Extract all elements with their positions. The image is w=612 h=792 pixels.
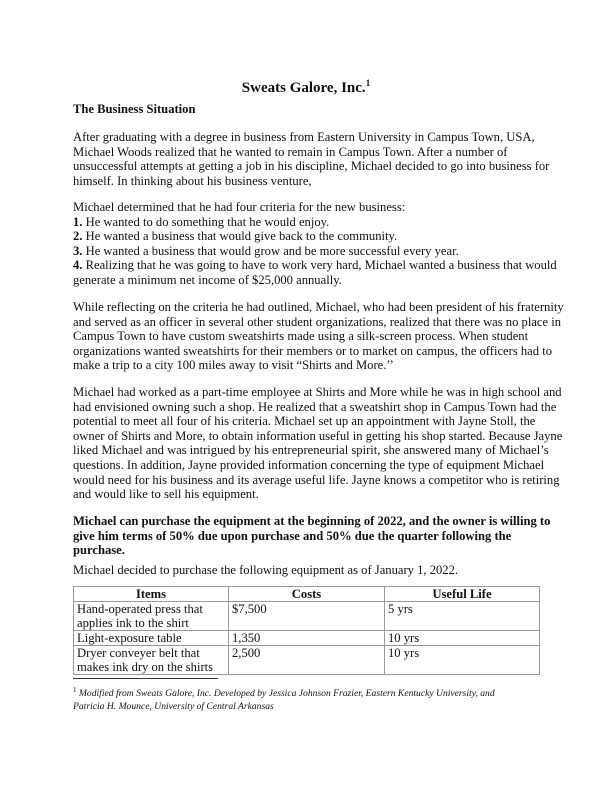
text: He wanted a business that would grow and be more successful every year. <box>82 243 459 258</box>
title-text: Sweats Galore, Inc. <box>241 80 366 96</box>
cell: 5 yrs <box>385 602 540 631</box>
paragraph-3 <box>73 300 564 373</box>
line: liked Michael and was intrigued by his entrepreneurial spirit, she answered many of Michael’s <box>73 443 549 458</box>
line: himself. In thinking about his business venture, <box>73 173 312 188</box>
criterion <box>73 258 557 273</box>
footnote <box>73 684 495 713</box>
table-header <box>74 587 540 602</box>
footnote-divider <box>73 678 218 679</box>
line: Michael determined that he had four criteria for the new business: <box>73 200 406 214</box>
cell: $7,500 <box>229 602 385 631</box>
table-row <box>74 631 540 646</box>
line: organizations wanted sweatshirts for their members or to market on campus, the officers had to <box>73 343 553 358</box>
line: make a trip to a city 100 miles away to visit “Shirts and More.’’ <box>73 358 394 373</box>
paragraph-5 <box>73 514 553 558</box>
text: He wanted a business that would give back to the community. <box>82 229 398 244</box>
line: questions. In addition, Jayne provided information concerning the type of equipment Michael <box>73 457 545 472</box>
paragraph-1 <box>73 130 553 188</box>
line: give him terms of 50% due upon purchase and 50% due the quarter following the <box>73 528 512 543</box>
footnote-line: Patricia H. Mounce, University of Central Arkansas <box>73 701 274 713</box>
line: and served as an officer in several other student organizations, realized that there was no place in <box>73 314 562 329</box>
line: owner of Shirts and More, to obtain information useful in getting his shop started. Because Jayne <box>73 428 563 443</box>
line: Michael had worked as a part-time employee at Shirts and More while he was in high school and <box>73 385 562 399</box>
section-heading: The Business Situation <box>73 102 196 116</box>
num: 4. <box>73 258 83 273</box>
num: 2. <box>73 229 83 244</box>
cell: 2,500 <box>229 646 385 675</box>
line: unsuccessful attempts at getting a job in his discipline, Michael decided to go into business for <box>73 159 550 174</box>
criterion <box>73 215 553 230</box>
table-row <box>74 646 540 675</box>
footnote-line <box>73 684 495 700</box>
header-cell: Useful Life <box>385 587 540 602</box>
header-cell: Items <box>74 587 229 602</box>
cell: Light-exposure table <box>74 631 229 646</box>
line: While reflecting on the criteria he had outlined, Michael, who had been president of his fraternity <box>73 300 564 314</box>
num: 1. <box>73 214 83 229</box>
cell: Hand-operated press that applies ink to the shirt <box>74 602 229 631</box>
table-row <box>74 602 540 631</box>
line: had envisioned owning such a shop. He realized that a sweatshirt shop in Campus Town had the <box>73 399 557 414</box>
equipment-table <box>73 586 540 675</box>
line: potential to meet all four of his criteria. Michael set up an appointment with Jayne Stoll, the <box>73 414 536 429</box>
line: would need for his business and its average useful life. Jayne knows a competitor who is retiring <box>73 472 560 487</box>
line: Michael can purchase the equipment at the beginning of 2022, and the owner is willing to <box>73 514 551 528</box>
num: 3. <box>73 243 83 258</box>
cell: 10 yrs <box>385 631 540 646</box>
line: After graduating with a degree in business from Eastern University in Campus Town, USA, <box>73 130 535 144</box>
cell: 1,350 <box>229 631 385 646</box>
paragraph-6: Michael decided to purchase the following equipment as of January 1, 2022. <box>73 563 459 577</box>
text: Modified from Sweats Galore, Inc. Developed by Jessica Johnson Frazier, Eastern Kentucky University, and <box>78 688 495 700</box>
line: generate a minimum net income of $25,000 annually. <box>73 272 342 287</box>
line: Michael Woods realized that he wanted to remain in Campus Town. After a number of <box>73 144 508 159</box>
footnote-ref: 1 <box>365 78 371 88</box>
header-cell: Costs <box>229 587 385 602</box>
text: He wanted to do something that he would enjoy. <box>82 214 330 229</box>
paragraph-4 <box>73 385 563 502</box>
cell: 10 yrs <box>385 646 540 675</box>
line: Campus Town to have custom sweatshirts made using a silk-screen process. When student <box>73 329 529 344</box>
text: Realizing that he was going to have to work very hard, Michael wanted a business that would <box>82 258 557 273</box>
footnote-mark: 1 <box>73 686 77 694</box>
criterion <box>73 229 553 244</box>
criterion <box>73 244 553 259</box>
cell: Dryer conveyer belt that makes ink dry on the shirts <box>74 646 229 675</box>
criteria-paragraph <box>73 200 557 288</box>
line: purchase. <box>73 543 125 558</box>
line: and would like to sell his equipment. <box>73 487 259 502</box>
document-title <box>0 76 612 96</box>
